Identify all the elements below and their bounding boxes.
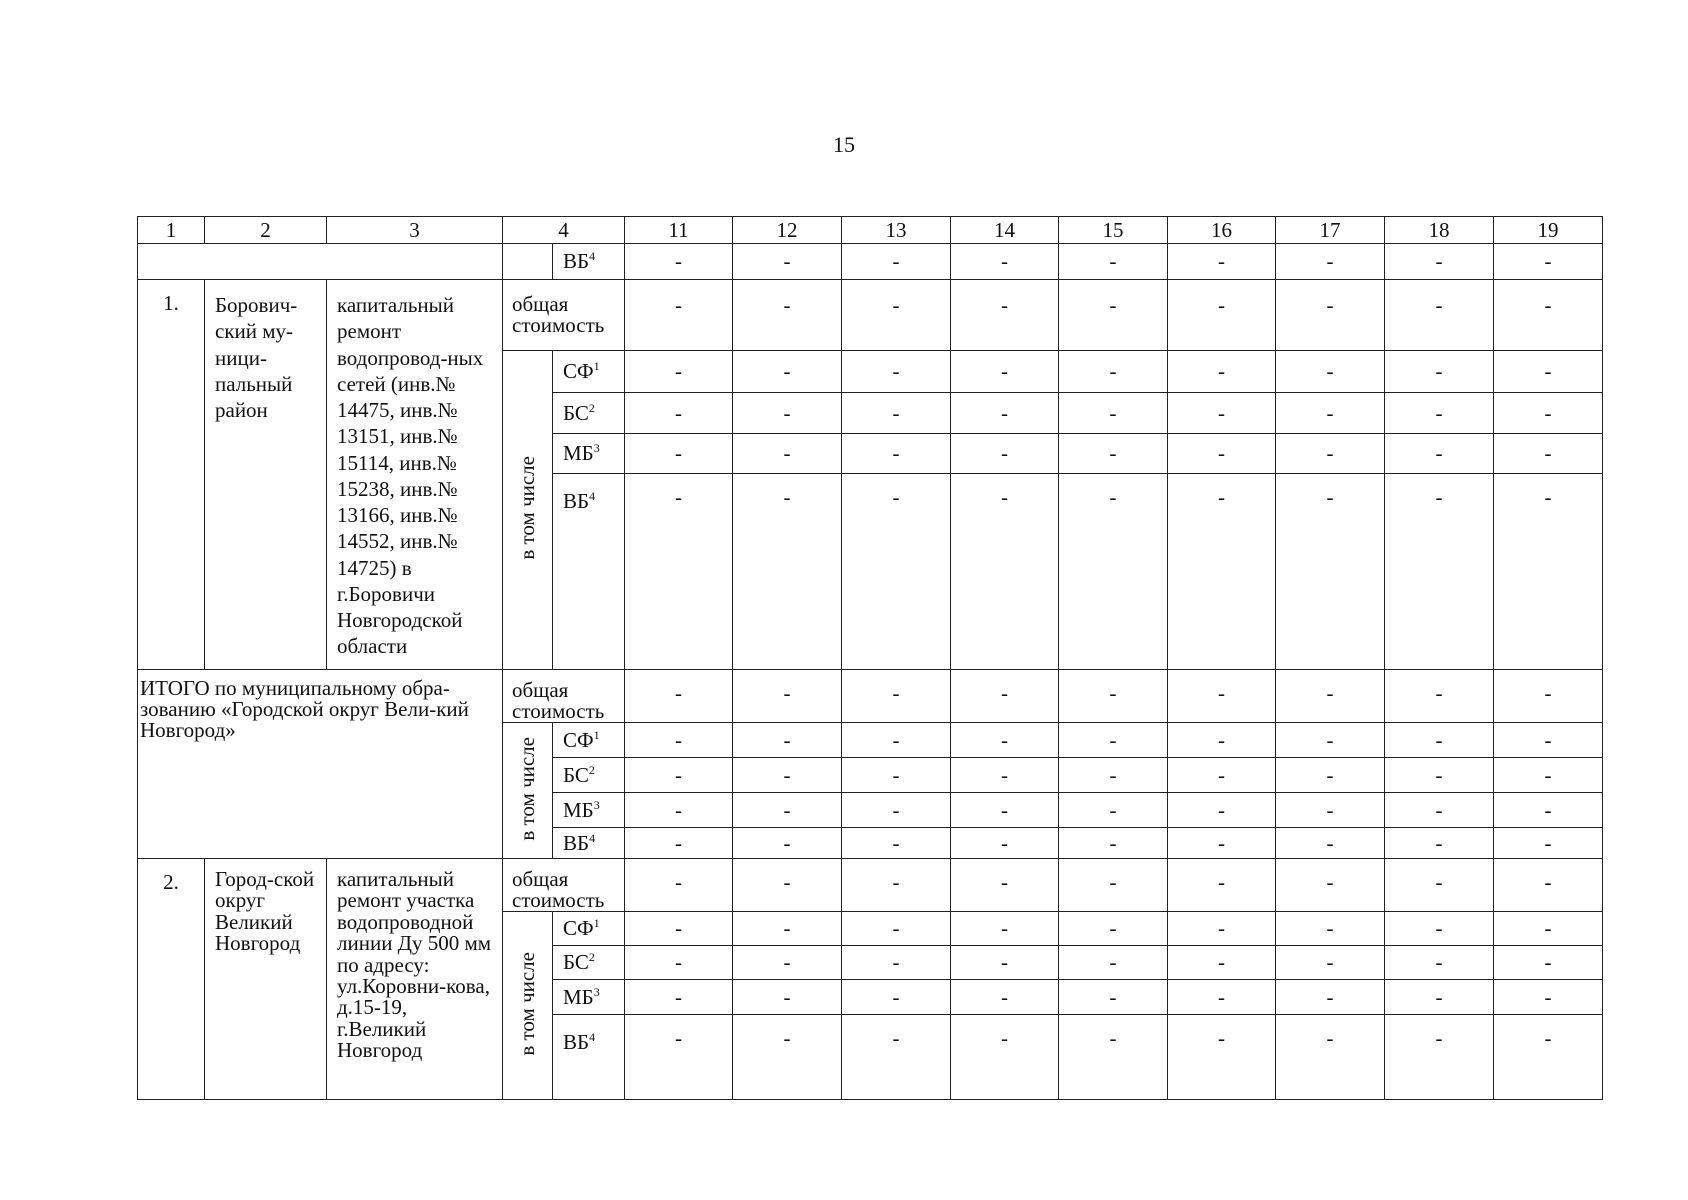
in-total-text: в том числе (515, 951, 540, 1056)
value-cell: - (951, 946, 1059, 980)
fund-label-mb (553, 793, 625, 828)
header-col-year: 14 (951, 217, 1059, 244)
fund-label-vb (553, 1015, 625, 1100)
value-cell: - (1168, 434, 1276, 474)
value-cell: - (842, 859, 951, 912)
fund-code: ВБ (563, 249, 590, 274)
value-cell: - (625, 758, 733, 793)
value-cell: - (842, 474, 951, 670)
value-cell: - (842, 912, 951, 946)
value-cell: - (951, 793, 1059, 828)
value-cell: - (625, 793, 733, 828)
value-cell: - (733, 393, 842, 434)
value-cell: - (1059, 723, 1168, 758)
value-cell: - (1494, 793, 1603, 828)
fund-code: СФ (563, 727, 594, 752)
footnote-mark: 3 (593, 441, 600, 456)
value-cell: - (1494, 980, 1603, 1015)
value-cell: - (733, 351, 842, 393)
value-cell: - (733, 280, 842, 351)
value-cell: - (733, 1015, 842, 1100)
header-col-year: 11 (625, 217, 733, 244)
fund-code: МБ (563, 441, 594, 466)
value-cell: - (951, 670, 1059, 723)
fund-label-sf (553, 912, 625, 946)
value-cell: - (625, 980, 733, 1015)
carry-over-row (138, 244, 1603, 280)
value-cell: - (625, 670, 733, 723)
value-cell: - (1276, 280, 1385, 351)
entry-number: 2. (138, 859, 205, 1100)
value-cell: - (625, 434, 733, 474)
value-cell: - (1276, 670, 1385, 723)
value-cell: - (1168, 723, 1276, 758)
value-cell: - (951, 393, 1059, 434)
value-cell: - (1168, 393, 1276, 434)
value-cell: - (625, 474, 733, 670)
fund-label-sf (553, 351, 625, 393)
value-cell: - (1494, 828, 1603, 859)
value-cell: - (1168, 828, 1276, 859)
fund-code: МБ (563, 984, 594, 1009)
fund-code: СФ (563, 359, 594, 384)
fund-code: БС (563, 762, 589, 787)
value-cell: - (951, 758, 1059, 793)
value-cell: - (842, 280, 951, 351)
header-col-2: 2 (205, 217, 327, 244)
fund-code: ВБ (563, 830, 590, 855)
municipality-name: Город-ской округ Великий Новгород (205, 859, 327, 1100)
footnote-mark: 3 (593, 797, 600, 812)
common-cost-label: общая стоимость (503, 859, 625, 912)
value-cell: - (951, 474, 1059, 670)
fund-code: БС (563, 950, 589, 975)
fund-code: ВБ (563, 1030, 590, 1054)
common-cost-label: общая стоимость (503, 670, 625, 723)
value-cell: - (1059, 793, 1168, 828)
value-cell: - (842, 351, 951, 393)
blank-cell (138, 244, 503, 280)
value-cell: - (1059, 393, 1168, 434)
value-cell: - (1494, 280, 1603, 351)
header-col-year: 17 (1276, 217, 1385, 244)
page-number: 15 (833, 132, 855, 157)
value-cell: - (1385, 859, 1494, 912)
value-cell: - (1276, 946, 1385, 980)
value-cell: - (1059, 474, 1168, 670)
value-cell: - (842, 393, 951, 434)
value-cell: - (1059, 758, 1168, 793)
value-cell: - (1168, 793, 1276, 828)
value-cell: - (625, 912, 733, 946)
blank-cell (503, 244, 553, 280)
value-cell: - (1059, 1015, 1168, 1100)
value-cell: - (733, 828, 842, 859)
project-description: капитальный ремонт участка водопроводной линии Ду 500 мм по адресу: ул.Коровни-кова, д.15-19, г.Великий Новгород (327, 859, 503, 1100)
value-cell: - (1276, 828, 1385, 859)
value-cell: - (1385, 793, 1494, 828)
value-cell: - (842, 828, 951, 859)
fund-code: БС (563, 400, 589, 425)
value-cell: - (951, 244, 1059, 280)
value-cell: - (1494, 758, 1603, 793)
value-cell: - (733, 474, 842, 670)
footnote-mark: 1 (593, 727, 600, 742)
in-total-text: в том числе (515, 736, 540, 841)
value-cell: - (842, 244, 951, 280)
value-cell: - (1168, 758, 1276, 793)
value-cell: - (1494, 1015, 1603, 1100)
header-col-1: 1 (138, 217, 205, 244)
fund-code: МБ (563, 797, 594, 822)
value-cell: - (1494, 244, 1603, 280)
fund-label-bs (553, 758, 625, 793)
value-cell: - (625, 393, 733, 434)
value-cell: - (625, 723, 733, 758)
header-col-year: 19 (1494, 217, 1603, 244)
footnote-mark: 4 (589, 489, 596, 503)
value-cell: - (1276, 351, 1385, 393)
in-total-vertical-label (503, 912, 553, 1100)
value-cell: - (1059, 859, 1168, 912)
value-cell: - (1168, 1015, 1276, 1100)
value-cell: - (733, 670, 842, 723)
value-cell: - (1385, 1015, 1494, 1100)
fund-label-bs (553, 946, 625, 980)
footnote-mark: 4 (589, 249, 596, 264)
value-cell: - (625, 1015, 733, 1100)
value-cell: - (1168, 351, 1276, 393)
value-cell: - (1168, 280, 1276, 351)
footnote-mark: 4 (589, 1030, 596, 1044)
value-cell: - (625, 244, 733, 280)
value-cell: - (1276, 723, 1385, 758)
fund-label-mb (553, 434, 625, 474)
fund-label-vb (553, 244, 625, 280)
header-row (138, 217, 1603, 244)
value-cell: - (1385, 980, 1494, 1015)
value-cell: - (1385, 670, 1494, 723)
value-cell: - (951, 859, 1059, 912)
fund-code: СФ (563, 916, 594, 941)
value-cell: - (1385, 474, 1494, 670)
value-cell: - (1168, 980, 1276, 1015)
value-cell: - (1168, 474, 1276, 670)
total-common-row (138, 670, 1603, 723)
value-cell: - (1385, 912, 1494, 946)
value-cell: - (842, 793, 951, 828)
value-cell: - (1385, 393, 1494, 434)
value-cell: - (733, 758, 842, 793)
value-cell: - (1385, 434, 1494, 474)
value-cell: - (733, 723, 842, 758)
value-cell: - (625, 351, 733, 393)
budget-table (137, 216, 1603, 1100)
value-cell: - (1168, 859, 1276, 912)
value-cell: - (951, 351, 1059, 393)
value-cell: - (842, 946, 951, 980)
in-total-vertical-label (503, 351, 553, 670)
value-cell: - (733, 793, 842, 828)
footnote-mark: 3 (593, 984, 600, 999)
value-cell: - (1494, 946, 1603, 980)
value-cell: - (1059, 980, 1168, 1015)
fund-label-sf (553, 723, 625, 758)
footnote-mark: 2 (588, 950, 595, 965)
value-cell: - (1276, 793, 1385, 828)
fund-label-vb (553, 474, 625, 670)
value-cell: - (625, 859, 733, 912)
value-cell: - (625, 280, 733, 351)
value-cell: - (842, 980, 951, 1015)
footnote-mark: 2 (588, 762, 595, 777)
footnote-mark: 1 (593, 359, 600, 374)
value-cell: - (733, 980, 842, 1015)
value-cell: - (625, 946, 733, 980)
value-cell: - (1494, 670, 1603, 723)
value-cell: - (1385, 828, 1494, 859)
value-cell: - (1494, 859, 1603, 912)
value-cell: - (1494, 474, 1603, 670)
value-cell: - (625, 828, 733, 859)
value-cell: - (842, 434, 951, 474)
municipality-name: Борович-ский му-ници-пальный район (205, 280, 327, 670)
value-cell: - (1168, 670, 1276, 723)
value-cell: - (733, 244, 842, 280)
value-cell: - (1494, 351, 1603, 393)
value-cell: - (1168, 946, 1276, 980)
value-cell: - (1059, 280, 1168, 351)
value-cell: - (842, 723, 951, 758)
in-total-text: в том числе (515, 456, 540, 560)
value-cell: - (733, 434, 842, 474)
value-cell: - (842, 670, 951, 723)
value-cell: - (733, 859, 842, 912)
value-cell: - (1276, 1015, 1385, 1100)
header-col-year: 13 (842, 217, 951, 244)
value-cell: - (1494, 912, 1603, 946)
value-cell: - (951, 1015, 1059, 1100)
footnote-mark: 4 (589, 830, 596, 845)
value-cell: - (1385, 244, 1494, 280)
fund-code: ВБ (563, 489, 590, 513)
value-cell: - (1276, 859, 1385, 912)
entry-number: 1. (138, 280, 205, 670)
common-cost-label: общая стоимость (503, 280, 625, 351)
value-cell: - (951, 980, 1059, 1015)
value-cell: - (1494, 434, 1603, 474)
footnote-mark: 2 (588, 400, 595, 415)
value-cell: - (1168, 912, 1276, 946)
value-cell: - (1059, 828, 1168, 859)
value-cell: - (1385, 723, 1494, 758)
in-total-vertical-label (503, 723, 553, 859)
header-col-3: 3 (327, 217, 503, 244)
value-cell: - (1276, 474, 1385, 670)
total-label: ИТОГО по муниципальному обра-зованию «Городской округ Вели-кий Новгород» (138, 670, 503, 859)
value-cell: - (1059, 670, 1168, 723)
header-col-year: 16 (1168, 217, 1276, 244)
value-cell: - (1385, 351, 1494, 393)
value-cell: - (1276, 393, 1385, 434)
value-cell: - (1276, 434, 1385, 474)
value-cell: - (733, 912, 842, 946)
value-cell: - (1494, 393, 1603, 434)
fund-label-vb (553, 828, 625, 859)
footnote-mark: 1 (593, 916, 600, 931)
value-cell: - (951, 280, 1059, 351)
value-cell: - (733, 946, 842, 980)
value-cell: - (1494, 723, 1603, 758)
value-cell: - (951, 434, 1059, 474)
value-cell: - (1276, 758, 1385, 793)
value-cell: - (842, 1015, 951, 1100)
value-cell: - (951, 912, 1059, 946)
value-cell: - (1385, 758, 1494, 793)
entry-2-common-row (138, 859, 1603, 912)
fund-label-mb (553, 980, 625, 1015)
value-cell: - (951, 828, 1059, 859)
value-cell: - (1059, 434, 1168, 474)
value-cell: - (1059, 946, 1168, 980)
value-cell: - (951, 723, 1059, 758)
header-col-year: 15 (1059, 217, 1168, 244)
project-description: капитальный ремонт водопровод-ных сетей (инв.№ 14475, инв.№ 13151, инв.№ 15114, инв.№ 15238, инв.№ 13166, инв.№ 14552, инв.№ 14725) в г.Боровичи Новгородской области (327, 280, 503, 670)
value-cell: - (1276, 980, 1385, 1015)
value-cell: - (1059, 244, 1168, 280)
value-cell: - (1059, 351, 1168, 393)
value-cell: - (1168, 244, 1276, 280)
header-col-year: 18 (1385, 217, 1494, 244)
value-cell: - (1385, 946, 1494, 980)
entry-1-common-row (138, 280, 1603, 351)
value-cell: - (1276, 912, 1385, 946)
value-cell: - (842, 758, 951, 793)
header-col-year: 12 (733, 217, 842, 244)
header-col-4: 4 (503, 217, 625, 244)
value-cell: - (1059, 912, 1168, 946)
value-cell: - (1385, 280, 1494, 351)
value-cell: - (1276, 244, 1385, 280)
fund-label-bs (553, 393, 625, 434)
